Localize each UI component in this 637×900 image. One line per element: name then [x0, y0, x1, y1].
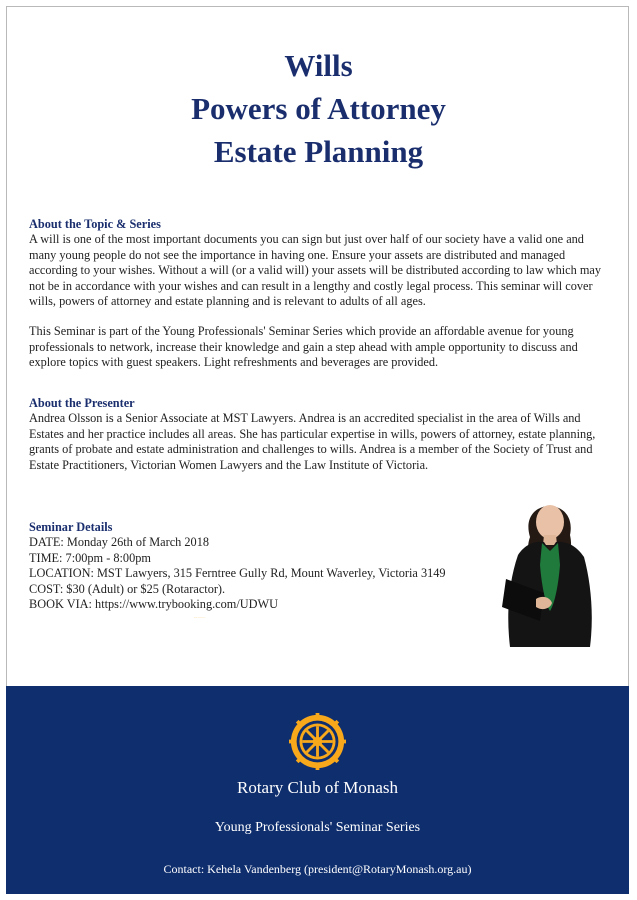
details-booking[interactable]: BOOK VIA: https://www.trybooking.com/UDWU: [29, 597, 278, 612]
details-section: [29, 520, 499, 612]
rotary-wheel-icon: [194, 618, 346, 770]
presenter-section: [29, 396, 611, 473]
footer-banner: [6, 618, 629, 894]
topic-heading: About the Topic & Series: [29, 217, 161, 231]
details-time: TIME: 7:00pm - 8:00pm: [29, 550, 151, 565]
photo-face: [536, 505, 564, 539]
photo-neck: [543, 535, 557, 545]
title-line-wills: Wills: [284, 48, 353, 83]
page-title: [0, 44, 637, 173]
presenter-bio: Andrea Olsson is a Senior Associate at MST Lawyers. Andrea is an accredited specialist in the area of Wills and Estates and her practice includes all areas. She has particular expertise in wills, powers of attorney, estate planning, grants of probate and estate administration and challenges to wills. Andrea is a member of the Society of Trust and Estate Practitioners, Victorian Women Lawyers and the Law Institute of Victoria.: [29, 411, 596, 472]
topic-section: [29, 217, 611, 371]
details-location: LOCATION: MST Lawyers, 315 Ferntree Gully Rd, Mount Waverley, Victoria 3149: [29, 566, 446, 581]
series-name: Young Professionals' Seminar Series: [214, 820, 421, 835]
topic-paragraph-2: This Seminar is part of the Young Professionals' Seminar Series which provide an affordable avenue for young professionals to network, increase their knowledge and gain a step ahead with ample opportunity to discuss and explore topics with guest speakers. Light refreshments and beverages are provided.: [29, 324, 578, 370]
presenter-photo: [500, 487, 598, 647]
details-date: DATE: Monday 26th of March 2018: [29, 535, 209, 550]
details-cost: COST: $30 (Adult) or $25 (Rotaractor).: [29, 581, 226, 596]
presenter-heading: About the Presenter: [29, 396, 135, 410]
topic-paragraph-1: A will is one of the most important documents you can sign but just over half of our society have a valid one and many young people do not see the importance in having one. Ensure your assets are distributed and managed according to your wishes. Without a will (or a valid will) your assets will be distributed according to law which may not be in accordance with your wishes and can result in a lengthy and costly legal process. This seminar will cover wills, powers of attorney and estate planning and is relevant to adults of all ages.: [29, 232, 601, 309]
contact-line: Contact: Kehela Vandenberg (president@RotaryMonash.org.au): [163, 862, 472, 876]
rotary-logo-text: ROTARY INTERNATIONAL: [194, 618, 206, 619]
club-name: Rotary Club of Monash: [236, 778, 399, 797]
title-line-powers-of-attorney: Powers of Attorney: [191, 91, 446, 126]
details-heading: Seminar Details: [29, 520, 113, 534]
title-line-estate-planning: Estate Planning: [213, 134, 424, 169]
